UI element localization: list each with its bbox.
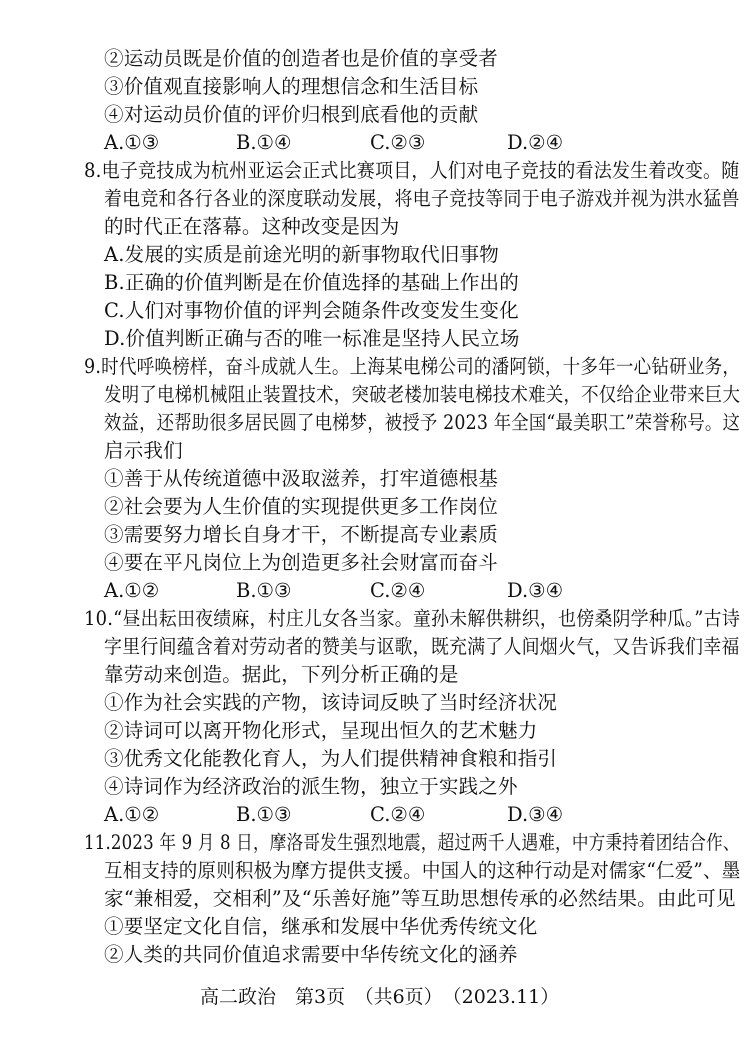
q9-statement-1: ①善于从传统道德中汲取滋养，打牢道德根基 <box>104 467 499 490</box>
q9-statement-3: ③需要努力增长自身才干，不断提高专业素质 <box>104 523 499 546</box>
q7-option-c[interactable]: C.②③ <box>370 131 426 154</box>
q10-stem-line-1: 10.“昼出耘田夜绩麻，村庄儿女各当家。童孙未解供耕织，也傍桑阴学种瓜。”古诗 <box>84 607 740 630</box>
q9-options <box>104 578 664 604</box>
q10-options <box>104 802 664 828</box>
q7-option-b[interactable]: B.①④ <box>236 131 292 154</box>
page-footer: 高二政治 第3页 （共6页） （2023.11） <box>200 986 560 1008</box>
q9-stem-line-1: 9.时代呼唤榜样，奋斗成就人生。上海某电梯公司的潘阿锁，十多年一心钻研业务， <box>84 355 741 378</box>
q7-statement-2: ②运动员既是价值的创造者也是价值的享受者 <box>104 47 499 70</box>
q9-option-b[interactable]: B.①③ <box>236 579 292 602</box>
q11-statement-2: ②人类的共同价值追求需要中华传统文化的涵养 <box>104 943 518 966</box>
q9-option-a[interactable]: A.①② <box>104 579 160 602</box>
q8-choice-b[interactable]: B.正确的价值判断是在价值选择的基础上作出的 <box>104 271 519 294</box>
q8-stem-line-2: 着电竞和各行各业的深度联动发展，将电子竞技等同于电子游戏并视为洪水猛兽 <box>104 187 740 210</box>
q7-option-a[interactable]: A.①③ <box>104 131 160 154</box>
q10-statement-2: ②诗词可以离开物化形式，呈现出恒久的艺术魅力 <box>104 719 538 742</box>
q10-stem-line-3: 靠劳动来创造。据此，下列分析正确的是 <box>104 663 459 686</box>
q11-stem-line-3: 家“兼相爱，交相利”及“乐善好施”等互助思想传承的必然结果。由此可见 <box>104 887 736 910</box>
q10-statement-3: ③优秀文化能教化育人，为人们提供精神食粮和指引 <box>104 747 558 770</box>
q8-stem-line-1: 8.电子竞技成为杭州亚运会正式比赛项目，人们对电子竞技的看法发生着改变。随 <box>84 159 740 182</box>
q7-statement-4: ④对运动员价值的评价归根到底看他的贡献 <box>104 103 479 126</box>
q8-choice-c[interactable]: C.人们对事物价值的评判会随条件改变发生变化 <box>104 299 519 322</box>
q8-stem-line-3: 的时代正在落幕。这种改变是因为 <box>104 215 400 238</box>
q10-option-a[interactable]: A.①② <box>104 803 160 826</box>
q10-statement-1: ①作为社会实践的产物，该诗词反映了当时经济状况 <box>104 691 558 714</box>
q9-stem-line-2: 发明了电梯机械阻止装置技术，突破老楼加装电梯技术难关，不仅给企业带来巨大 <box>104 383 741 406</box>
q7-option-d[interactable]: D.②④ <box>507 131 564 154</box>
q8-choice-a[interactable]: A.发展的实质是前途光明的新事物取代旧事物 <box>104 243 499 266</box>
q9-statement-2: ②社会要为人生价值的实现提供更多工作岗位 <box>104 495 499 518</box>
q11-statement-1: ①要坚定文化自信，继承和发展中华优秀传统文化 <box>104 915 538 938</box>
q10-option-c[interactable]: C.②④ <box>370 803 426 826</box>
q10-statement-4: ④诗词作为经济政治的派生物，独立于实践之外 <box>104 775 518 798</box>
q9-option-d[interactable]: D.③④ <box>507 579 564 602</box>
q8-choice-d[interactable]: D.价值判断正确与否的唯一标准是坚持人民立场 <box>104 327 520 350</box>
q9-stem-line-3: 效益，还帮助很多居民圆了电梯梦，被授予 2023 年全国“最美职工”荣誉称号。这 <box>104 411 741 434</box>
q10-option-b[interactable]: B.①③ <box>236 803 292 826</box>
q9-statement-4: ④要在平凡岗位上为创造更多社会财富而奋斗 <box>104 551 499 574</box>
q11-stem-line-2: 互相支持的原则积极为摩方提供支援。中国人的这种行动是对儒家“仁爱”、墨 <box>104 859 741 882</box>
q7-options <box>104 130 664 156</box>
q10-stem-line-2: 字里行间蕴含着对劳动者的赞美与讴歌，既充满了人间烟火气，又告诉我们幸福 <box>104 635 740 658</box>
q10-option-d[interactable]: D.③④ <box>507 803 564 826</box>
q11-stem-line-1: 11.2023 年 9 月 8 日，摩洛哥发生强烈地震，超过两千人遇难，中方秉持着团结合作、 <box>84 831 740 854</box>
q7-statement-3: ③价值观直接影响人的理想信念和生活目标 <box>104 75 479 98</box>
q9-stem-line-4: 启示我们 <box>104 439 183 462</box>
q9-option-c[interactable]: C.②④ <box>370 579 426 602</box>
